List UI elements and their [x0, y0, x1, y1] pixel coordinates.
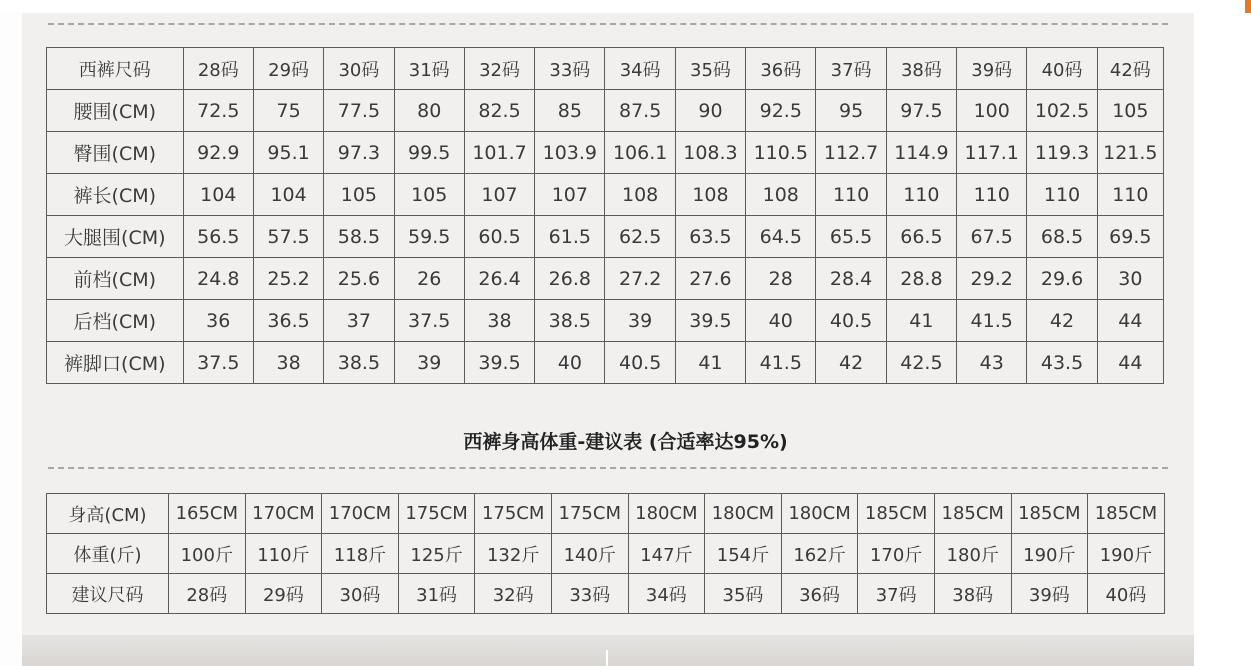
value-cell: 39.5 — [464, 342, 534, 384]
value-cell: 31码 — [394, 48, 464, 90]
value-cell: 175CM — [398, 494, 475, 534]
value-cell: 107 — [464, 174, 534, 216]
value-cell: 95 — [816, 90, 886, 132]
value-cell: 58.5 — [324, 216, 394, 258]
row-label-cell: 裤脚口(CM) — [47, 342, 184, 384]
value-cell: 37 — [324, 300, 394, 342]
value-cell: 170CM — [322, 494, 399, 534]
value-cell: 72.5 — [183, 90, 253, 132]
value-cell: 30 — [1097, 258, 1163, 300]
value-cell: 185CM — [1011, 494, 1088, 534]
value-cell: 39码 — [957, 48, 1027, 90]
accent-tab — [1245, 0, 1251, 14]
value-cell: 43.5 — [1027, 342, 1097, 384]
value-cell: 40.5 — [605, 342, 675, 384]
value-cell: 190斤 — [1088, 534, 1165, 574]
value-cell: 110斤 — [245, 534, 322, 574]
value-cell: 185CM — [934, 494, 1011, 534]
value-cell: 39.5 — [675, 300, 745, 342]
value-cell: 28.4 — [816, 258, 886, 300]
fold-mark — [606, 650, 608, 666]
value-cell: 63.5 — [675, 216, 745, 258]
value-cell: 42.5 — [886, 342, 956, 384]
value-cell: 39 — [394, 342, 464, 384]
row-label-cell: 体重(斤) — [47, 534, 169, 574]
value-cell: 25.6 — [324, 258, 394, 300]
recommend-caption: 西裤身高体重-建议表 (合适率达95%) — [463, 431, 788, 453]
value-cell: 37码 — [816, 48, 886, 90]
value-cell: 41 — [675, 342, 745, 384]
value-cell: 119.3 — [1027, 132, 1097, 174]
value-cell: 61.5 — [535, 216, 605, 258]
value-cell: 42 — [1027, 300, 1097, 342]
value-cell: 105 — [394, 174, 464, 216]
value-cell: 65.5 — [816, 216, 886, 258]
value-cell: 38 — [253, 342, 323, 384]
value-cell: 69.5 — [1097, 216, 1163, 258]
value-cell: 103.9 — [535, 132, 605, 174]
value-cell: 175CM — [551, 494, 628, 534]
value-cell: 112.7 — [816, 132, 886, 174]
row-label-cell: 腰围(CM) — [47, 90, 184, 132]
value-cell: 108 — [746, 174, 816, 216]
value-cell: 77.5 — [324, 90, 394, 132]
value-cell: 180斤 — [934, 534, 1011, 574]
top-strip — [0, 0, 1251, 12]
value-cell: 125斤 — [398, 534, 475, 574]
value-cell: 114.9 — [886, 132, 956, 174]
value-cell: 28.8 — [886, 258, 956, 300]
value-cell: 42 — [816, 342, 886, 384]
value-cell: 101.7 — [464, 132, 534, 174]
recommend-table-body — [47, 494, 1165, 614]
value-cell: 40码 — [1088, 574, 1165, 614]
value-cell: 44 — [1097, 342, 1163, 384]
value-cell: 108 — [605, 174, 675, 216]
value-cell: 68.5 — [1027, 216, 1097, 258]
row-label-cell: 西裤尺码 — [47, 48, 184, 90]
value-cell: 80 — [394, 90, 464, 132]
row-label-cell: 建议尺码 — [47, 574, 169, 614]
value-cell: 121.5 — [1097, 132, 1163, 174]
value-cell: 36码 — [781, 574, 858, 614]
size-row — [47, 90, 1164, 132]
recommend-row — [47, 534, 1165, 574]
value-cell: 35码 — [675, 48, 745, 90]
value-cell: 28 — [746, 258, 816, 300]
value-cell: 38.5 — [535, 300, 605, 342]
value-cell: 24.8 — [183, 258, 253, 300]
value-cell: 39 — [605, 300, 675, 342]
value-cell: 27.6 — [675, 258, 745, 300]
value-cell: 82.5 — [464, 90, 534, 132]
value-cell: 32码 — [475, 574, 552, 614]
value-cell: 38.5 — [324, 342, 394, 384]
value-cell: 175CM — [475, 494, 552, 534]
value-cell: 87.5 — [605, 90, 675, 132]
value-cell: 180CM — [705, 494, 782, 534]
value-cell: 75 — [253, 90, 323, 132]
value-cell: 34码 — [605, 48, 675, 90]
value-cell: 95.1 — [253, 132, 323, 174]
value-cell: 108.3 — [675, 132, 745, 174]
value-cell: 102.5 — [1027, 90, 1097, 132]
size-row — [47, 342, 1164, 384]
value-cell: 110 — [886, 174, 956, 216]
value-cell: 90 — [675, 90, 745, 132]
value-cell: 28码 — [169, 574, 246, 614]
value-cell: 38 — [464, 300, 534, 342]
value-cell: 31码 — [398, 574, 475, 614]
row-label-cell: 裤长(CM) — [47, 174, 184, 216]
value-cell: 185CM — [858, 494, 935, 534]
size-table — [46, 47, 1164, 384]
value-cell: 57.5 — [253, 216, 323, 258]
value-cell: 154斤 — [705, 534, 782, 574]
value-cell: 110.5 — [746, 132, 816, 174]
value-cell: 41 — [886, 300, 956, 342]
value-cell: 85 — [535, 90, 605, 132]
value-cell: 29.6 — [1027, 258, 1097, 300]
value-cell: 64.5 — [746, 216, 816, 258]
value-cell: 110 — [1097, 174, 1163, 216]
value-cell: 62.5 — [605, 216, 675, 258]
value-cell: 30码 — [322, 574, 399, 614]
value-cell: 36.5 — [253, 300, 323, 342]
value-cell: 67.5 — [957, 216, 1027, 258]
dashed-divider-top — [48, 23, 1168, 25]
value-cell: 190斤 — [1011, 534, 1088, 574]
value-cell: 37.5 — [183, 342, 253, 384]
row-label-cell: 大腿围(CM) — [47, 216, 184, 258]
value-cell: 104 — [253, 174, 323, 216]
bottom-strip — [22, 635, 1194, 666]
value-cell: 104 — [183, 174, 253, 216]
value-cell: 35码 — [705, 574, 782, 614]
value-cell: 37.5 — [394, 300, 464, 342]
value-cell: 60.5 — [464, 216, 534, 258]
value-cell: 36 — [183, 300, 253, 342]
value-cell: 44 — [1097, 300, 1163, 342]
value-cell: 25.2 — [253, 258, 323, 300]
value-cell: 56.5 — [183, 216, 253, 258]
size-table-body — [47, 48, 1164, 384]
value-cell: 59.5 — [394, 216, 464, 258]
value-cell: 41.5 — [957, 300, 1027, 342]
value-cell: 92.9 — [183, 132, 253, 174]
value-cell: 37码 — [858, 574, 935, 614]
size-row — [47, 132, 1164, 174]
value-cell: 97.5 — [886, 90, 956, 132]
recommend-row — [47, 494, 1165, 534]
row-label-cell: 臀围(CM) — [47, 132, 184, 174]
value-cell: 28码 — [183, 48, 253, 90]
value-cell: 29码 — [253, 48, 323, 90]
value-cell: 105 — [1097, 90, 1163, 132]
right-margin — [1194, 13, 1251, 666]
value-cell: 100 — [957, 90, 1027, 132]
value-cell: 165CM — [169, 494, 246, 534]
value-cell: 43 — [957, 342, 1027, 384]
value-cell: 26.4 — [464, 258, 534, 300]
size-header-row — [47, 48, 1164, 90]
value-cell: 97.3 — [324, 132, 394, 174]
value-cell: 40 — [746, 300, 816, 342]
value-cell: 170斤 — [858, 534, 935, 574]
value-cell: 162斤 — [781, 534, 858, 574]
row-label-cell: 后档(CM) — [47, 300, 184, 342]
value-cell: 180CM — [628, 494, 705, 534]
value-cell: 39码 — [1011, 574, 1088, 614]
value-cell: 132斤 — [475, 534, 552, 574]
row-label-cell: 身高(CM) — [47, 494, 169, 534]
value-cell: 26.8 — [535, 258, 605, 300]
value-cell: 140斤 — [551, 534, 628, 574]
value-cell: 107 — [535, 174, 605, 216]
value-cell: 105 — [324, 174, 394, 216]
value-cell: 118斤 — [322, 534, 399, 574]
value-cell: 180CM — [781, 494, 858, 534]
value-cell: 42码 — [1097, 48, 1163, 90]
size-row — [47, 258, 1164, 300]
value-cell: 170CM — [245, 494, 322, 534]
value-cell: 40 — [535, 342, 605, 384]
row-label-cell: 前档(CM) — [47, 258, 184, 300]
value-cell: 66.5 — [886, 216, 956, 258]
recommend-table — [46, 493, 1165, 614]
value-cell: 185CM — [1088, 494, 1165, 534]
value-cell: 92.5 — [746, 90, 816, 132]
value-cell: 108 — [675, 174, 745, 216]
value-cell: 110 — [1027, 174, 1097, 216]
size-row — [47, 174, 1164, 216]
value-cell: 34码 — [628, 574, 705, 614]
value-cell: 32码 — [464, 48, 534, 90]
value-cell: 110 — [816, 174, 886, 216]
value-cell: 41.5 — [746, 342, 816, 384]
value-cell: 26 — [394, 258, 464, 300]
value-cell: 33码 — [535, 48, 605, 90]
value-cell: 40.5 — [816, 300, 886, 342]
size-row — [47, 216, 1164, 258]
value-cell: 29码 — [245, 574, 322, 614]
value-cell: 99.5 — [394, 132, 464, 174]
value-cell: 38码 — [934, 574, 1011, 614]
value-cell: 117.1 — [957, 132, 1027, 174]
value-cell: 106.1 — [605, 132, 675, 174]
value-cell: 33码 — [551, 574, 628, 614]
value-cell: 36码 — [746, 48, 816, 90]
value-cell: 38码 — [886, 48, 956, 90]
value-cell: 110 — [957, 174, 1027, 216]
size-row — [47, 300, 1164, 342]
value-cell: 40码 — [1027, 48, 1097, 90]
dashed-divider-middle — [48, 467, 1168, 469]
value-cell: 27.2 — [605, 258, 675, 300]
value-cell: 100斤 — [169, 534, 246, 574]
value-cell: 147斤 — [628, 534, 705, 574]
value-cell: 29.2 — [957, 258, 1027, 300]
value-cell: 30码 — [324, 48, 394, 90]
recommend-row — [47, 574, 1165, 614]
